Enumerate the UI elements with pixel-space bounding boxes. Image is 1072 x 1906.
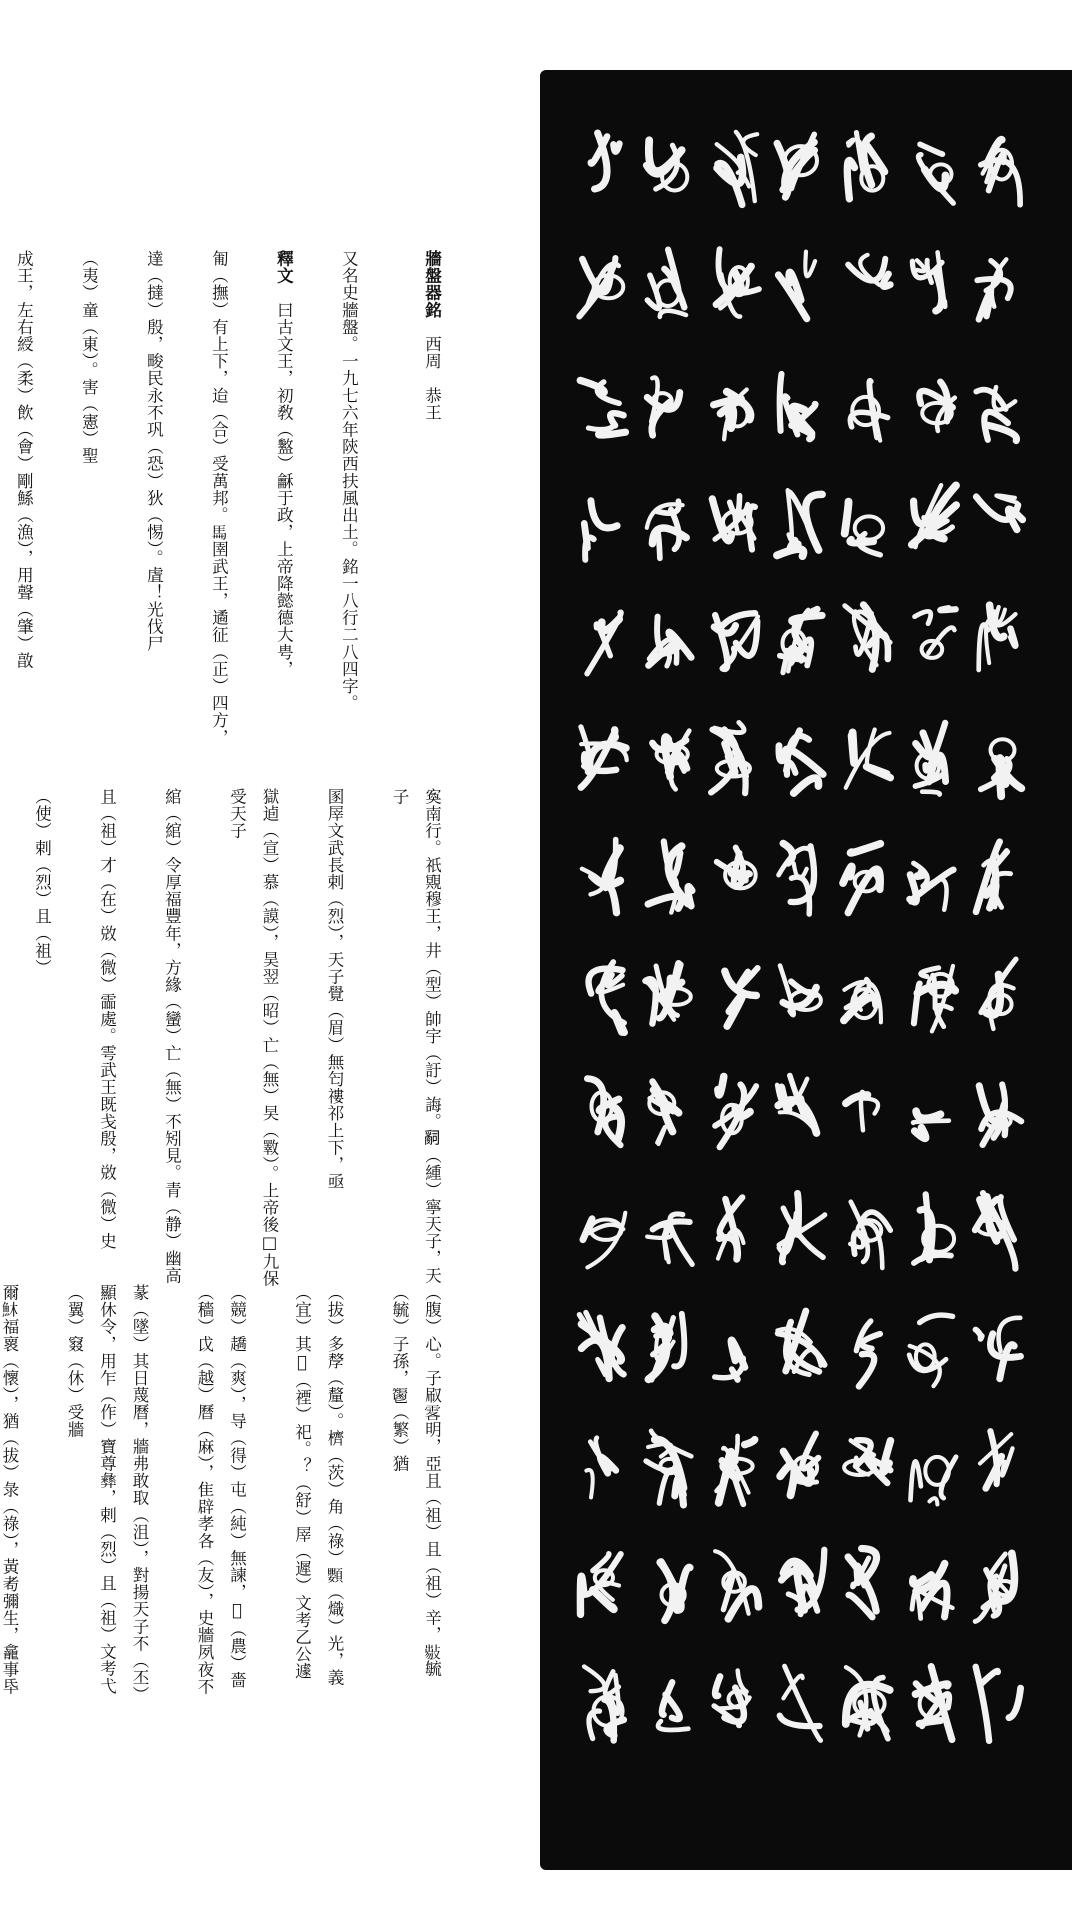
- rubbing-glyph: [647, 501, 686, 558]
- rubbing-glyph: [582, 840, 620, 913]
- rubbing-glyph: [648, 1314, 684, 1380]
- rubbing-glyph: [777, 1311, 824, 1374]
- glyph-stroke: [936, 1005, 951, 1026]
- rubbing-glyph: [714, 1671, 750, 1726]
- rubbing-glyph: [777, 1076, 816, 1134]
- rubbing-glyph: [712, 496, 755, 550]
- glyph-stroke: [597, 382, 619, 403]
- rubbing-glyph: [912, 485, 956, 547]
- glyph-stroke: [996, 495, 1016, 502]
- transcription-line: （競）趫（爽），导（得）屯（純）無諫，𧁥（農）嗇（穡）戉（越）曆（麻），隹辟孝各（友），史牆夙夜不: [195, 1284, 247, 1695]
- rubbing-glyph: [780, 1434, 818, 1496]
- glyph-stroke: [988, 425, 1017, 440]
- glyph-stroke: [994, 610, 1005, 623]
- rubbing-glyph: [850, 381, 887, 441]
- transcription-line: 成王，左右綬（柔）飲（會）剛鯀（漁），用聲（肇）㪟: [14, 250, 34, 670]
- rubbing-glyph: [715, 1077, 756, 1148]
- glyph-stroke: [980, 1336, 982, 1339]
- rubbing-glyph: [718, 1197, 744, 1259]
- rubbing-glyph: [847, 133, 884, 199]
- glyph-stroke: [848, 140, 853, 146]
- rubbing-glyph: [658, 1682, 688, 1730]
- glyph-stroke: [916, 1111, 940, 1118]
- glyph-stroke: [610, 413, 623, 425]
- transcription-line: （腹）心。子㕞𩂣明，亞且（祖）且（祖）辛，𢾈毓（毓）子孫，𩰤（繁）猶: [390, 1284, 442, 1678]
- rubbing-glyph: [587, 1079, 621, 1146]
- glyph-stroke: [859, 1354, 874, 1387]
- rubbing-glyph: [589, 962, 625, 1032]
- glyph-stroke: [862, 1334, 880, 1349]
- period: 西周: [422, 335, 442, 370]
- glyph-stroke: [1009, 1688, 1021, 1718]
- rubbing-glyph: [647, 250, 686, 317]
- glyph-stroke: [675, 1478, 684, 1505]
- rubbing-glyph: [591, 133, 620, 189]
- rubbing-glyph: [975, 1193, 1015, 1268]
- rubbing-glyph: [909, 1315, 952, 1386]
- rubbing-glyph: [647, 378, 680, 436]
- glyph-stroke: [863, 1099, 878, 1114]
- rubbing-glyph: [645, 963, 690, 1023]
- glyph-stroke: [843, 866, 852, 883]
- rubbing-glyph: [714, 613, 758, 669]
- rubbing-glyph: [583, 1213, 625, 1268]
- glyph-stroke: [731, 1340, 745, 1367]
- heading-line: [415, 250, 448, 770]
- rubbing-glyph: [779, 843, 814, 914]
- transcription-line: （拔）多孷（釐）。櫅（茨）角（祿）𩖍（熾）光，義（宜）其𥜻（禋）祀。？（舒）屖（遲）文考乙公遽: [292, 1284, 344, 1687]
- rubbing-glyph: [850, 1202, 890, 1268]
- glyph-stroke: [745, 1440, 755, 1445]
- rubbing-glyph: [653, 731, 690, 790]
- glyph-stroke: [883, 274, 890, 287]
- rubbing-glyph: [780, 1666, 821, 1740]
- glyph-stroke: [777, 549, 803, 556]
- rubbing-glyph: [846, 1092, 878, 1130]
- glyph-stroke: [588, 426, 614, 430]
- glyph-stroke: [586, 1470, 592, 1498]
- rubbing-glyph: [976, 495, 1022, 529]
- rubbing-glyph: [846, 1667, 890, 1739]
- transcription-line: 圂屖文武長剌（烈），天子覺（眉）無匄䄛祁上下，亟: [325, 788, 344, 1191]
- rubbing-glyph: [846, 730, 891, 788]
- transcription-line: 匍（撫）有上下，迨（合）受萬邦。𩡧圉武王，遹征（正）四方，: [209, 250, 229, 746]
- rubbing-glyph: [843, 844, 880, 913]
- glyph-stroke: [981, 1671, 998, 1684]
- rubbing-glyph: [580, 1554, 620, 1615]
- rubbing-glyph: [779, 731, 823, 793]
- rubbing-glyph: [980, 1431, 1013, 1488]
- rubbing-glyph: [919, 382, 954, 431]
- glyph-stroke: [930, 1498, 938, 1504]
- rubbing-glyph: [845, 605, 890, 670]
- rubbing-glyph: [717, 132, 758, 205]
- rubbing-glyph: [778, 252, 815, 319]
- rubbing-glyph: [913, 1111, 949, 1138]
- glyph-stroke: [780, 1716, 820, 1727]
- rubbing-glyph: [579, 258, 623, 317]
- glyph-stroke: [794, 778, 819, 793]
- rubbing-glyph: [976, 1667, 1021, 1741]
- rubbing-glyph: [579, 1313, 623, 1379]
- glyph-stroke: [979, 292, 991, 319]
- rubbing-glyph: [715, 1340, 745, 1380]
- transcription-line: 且（祖）才（在）敚（微）霝處。雩武王既戋殷，敚（微）史: [97, 788, 117, 1250]
- rubbing-glyph: [717, 1436, 755, 1504]
- rubbing-glyph: [976, 387, 1016, 441]
- rubbing-glyph: [646, 1431, 691, 1505]
- transcription-line: （夷）童（東）。害（憲）聖: [79, 250, 99, 465]
- rubbing-glyph: [714, 390, 751, 440]
- rubbing-glyph: [911, 1457, 957, 1505]
- glyph-stroke: [920, 144, 942, 154]
- glyph-stroke: [940, 608, 955, 610]
- glyph-stroke: [674, 1314, 684, 1367]
- glyph-stroke: [660, 1224, 667, 1236]
- glyph-stroke: [792, 615, 822, 623]
- rubbing-glyph: [981, 739, 1022, 796]
- rubbing-glyph: [915, 608, 956, 658]
- glyph-stroke: [780, 374, 782, 431]
- transcription-block-1: [0, 250, 480, 770]
- inscription-title: 牆盤器銘: [422, 250, 442, 319]
- glyph-loop: [925, 1457, 949, 1485]
- glyph-stroke: [847, 160, 854, 198]
- rubbing-glyph: [586, 1438, 616, 1498]
- glyph-stroke: [912, 1591, 921, 1618]
- glyph-stroke: [657, 1127, 665, 1144]
- glyph-stroke: [660, 311, 686, 317]
- rubbing-glyph: [580, 380, 625, 435]
- rubbing-glyph: [660, 1562, 690, 1621]
- rubbing-glyph: [782, 1550, 825, 1614]
- rubbing-glyph: [914, 1194, 954, 1263]
- glyph-stroke: [919, 1721, 940, 1724]
- glyph-stroke: [715, 722, 745, 732]
- rubbing-glyph: [648, 842, 692, 913]
- glyph-stroke: [664, 1238, 669, 1262]
- rubbing-glyph: [779, 1193, 825, 1262]
- glyph-stroke: [805, 252, 815, 277]
- rubbing-glyph: [976, 842, 1011, 912]
- rubbing-glyph: [910, 863, 954, 910]
- glyph-stroke: [976, 390, 1006, 409]
- rubbing-glyph: [844, 1440, 890, 1483]
- rubbing-glyph: [715, 1551, 758, 1619]
- glyph-stroke: [1002, 1448, 1012, 1475]
- transcription-line: 蒃（墜）其日蔑曆，牆弗敢取（沮），對揚天子不（丕）顯休令，用乍（作）寶尊彝，剌（烈）且（祖）文考弋（翼）窡（休）受牆: [65, 1284, 149, 1704]
- rubbing-glyph: [912, 1564, 953, 1619]
- rubbing-glyph: [780, 609, 822, 672]
- glyph-stroke: [922, 792, 940, 795]
- rubbing-glyph: [587, 612, 621, 673]
- rubbing-glyph: [914, 966, 955, 1032]
- glyph-stroke: [580, 1576, 584, 1614]
- rubbing-glyph: [979, 1084, 1021, 1145]
- transcription-line: （使）剌（烈）且（祖）: [32, 788, 52, 977]
- rubbing-glyph: [646, 140, 687, 190]
- rubbing-glyph: [915, 723, 945, 795]
- rubbing-glyph: [856, 1321, 880, 1386]
- rubbing-glyph: [777, 134, 817, 197]
- glyph-stroke: [591, 501, 617, 528]
- glyph-stroke: [738, 968, 757, 988]
- glyph-stroke: [852, 732, 855, 763]
- transcription-line: 綰（綰）令厚福豐年，方緣（蠻）亡（無）不矧見。青（静）幽高: [162, 788, 182, 1284]
- glyph-stroke: [915, 611, 931, 623]
- glyph-stroke: [658, 1721, 688, 1730]
- glyph-stroke: [920, 1315, 953, 1323]
- transcription-line: 達（撻）殷，畯民永不巩（恐）狄（惕）。虘！光伐尸: [144, 250, 164, 653]
- rubbing-glyph: [848, 255, 890, 287]
- transcription-line: 獄逌（宣）慕（謨），昊翌（昭）亡（無）旲（斁）。上帝後□九保受天子: [227, 788, 279, 1287]
- transcription-area: [0, 250, 480, 1710]
- glyph-stroke: [1011, 629, 1016, 646]
- glyph-stroke: [861, 1092, 863, 1130]
- rubbing-glyph: [780, 966, 821, 1016]
- rubbing-glyph: [716, 249, 759, 316]
- glyph-stroke: [688, 886, 692, 906]
- rubbing-glyph: [584, 501, 617, 560]
- rubbing-glyph: [777, 490, 822, 556]
- king: 恭王: [422, 386, 442, 422]
- glyph-stroke: [715, 1676, 720, 1696]
- glyph-stroke: [914, 984, 920, 1024]
- rubbing-glyph: [981, 959, 1016, 1029]
- rubbing-glyph: [845, 502, 883, 555]
- rubbing-glyph: [975, 1553, 1014, 1621]
- rubbing-glyph: [981, 140, 1020, 205]
- inscription-rubbing: [540, 70, 1072, 1870]
- intro-text: 又名史牆盤。一九七六年陝西扶風出土。銘一八行二八四字。: [339, 250, 359, 712]
- glyph-stroke: [606, 886, 617, 912]
- glyph-stroke: [866, 767, 890, 778]
- rubbing-glyph: [649, 1082, 678, 1144]
- rubbing-glyph: [717, 848, 756, 889]
- glyph-stroke: [718, 1077, 724, 1095]
- glyph-stroke: [727, 994, 743, 1026]
- transcription-block-2: [0, 788, 480, 1293]
- transcription-line: 爾𩵦福褱（懷），猶（拔）彔（祿），黃耇彌生，龕事氒: [0, 1284, 19, 1695]
- rubbing-glyphs: [540, 70, 1072, 1870]
- glyph-stroke: [845, 502, 849, 534]
- glyph-stroke: [653, 654, 669, 666]
- transcription-line: 寏南行。祇覭穆王，井（型）帥宇（訏）誨。𤔲（緟）寧天子，天子: [390, 788, 442, 1284]
- rubbing-glyph: [647, 1214, 692, 1264]
- glyph-stroke: [850, 844, 880, 853]
- transcription-block-3: [0, 1284, 480, 1704]
- glyph-stroke: [911, 1461, 921, 1500]
- glyph-stroke: [913, 1121, 949, 1123]
- glyph-stroke: [917, 260, 925, 271]
- rubbing-glyph: [918, 144, 953, 203]
- rubbing-glyph: [584, 1667, 624, 1741]
- glyph-stroke: [593, 1554, 609, 1571]
- rubbing-glyph: [780, 374, 816, 439]
- rubbing-glyph: [711, 722, 750, 793]
- rubbing-glyph: [848, 1549, 876, 1618]
- rubbing-glyph: [916, 1667, 953, 1740]
- glyph-stroke: [915, 1128, 926, 1139]
- rubbing-glyph: [912, 252, 945, 311]
- transcription-label: 釋文: [274, 250, 294, 285]
- glyph-stroke: [613, 144, 619, 152]
- glyph-stroke: [849, 1595, 873, 1617]
- rubbing-glyph: [581, 727, 627, 788]
- transcription-line: 釋文 曰古文王，初敎（盭）龢于政，上帝降懿德大甹，: [274, 250, 294, 678]
- rubbing-glyph: [976, 1318, 1021, 1379]
- rubbing-glyph: [979, 605, 1016, 670]
- glyph-stroke: [848, 259, 885, 281]
- glyph-stroke: [584, 1667, 604, 1692]
- rubbing-glyph: [977, 259, 1010, 319]
- rubbing-glyph: [649, 617, 692, 666]
- glyph-loop: [855, 516, 883, 539]
- rubbing-glyph: [725, 968, 758, 1026]
- rubbing-glyph: [844, 979, 881, 1022]
- glyph-stroke: [648, 1444, 671, 1457]
